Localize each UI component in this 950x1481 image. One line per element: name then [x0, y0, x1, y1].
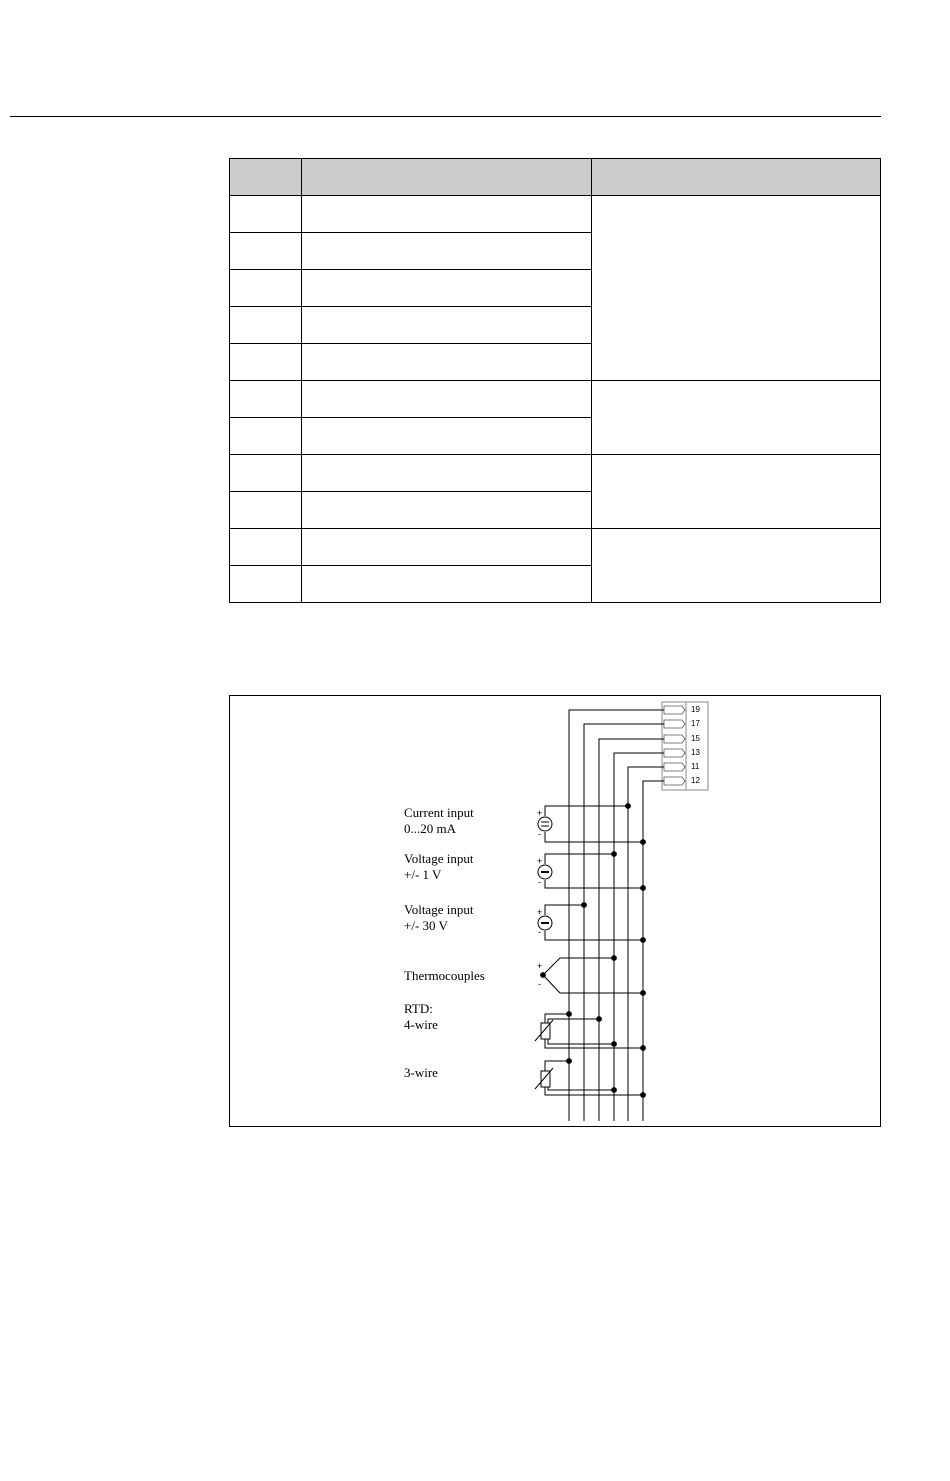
bus-lines	[569, 710, 664, 1121]
table-cell	[302, 529, 591, 566]
bus-line-11	[628, 767, 664, 1121]
rtd-4wire-circuit	[535, 1012, 645, 1051]
table-cell	[230, 455, 302, 492]
terminal-label-17: 17	[691, 719, 700, 728]
polarity-minus: -	[538, 829, 541, 839]
voltage-30v-circuit	[538, 903, 645, 943]
terminal-screw-11	[664, 763, 685, 771]
table-cell	[302, 270, 591, 307]
label-voltage-30v: Voltage input	[404, 902, 474, 917]
terminal-label-13: 13	[691, 748, 700, 757]
table-header-cell	[302, 159, 591, 196]
label-thermocouples: Thermocouples	[404, 968, 485, 983]
table-merged-cell	[591, 529, 880, 603]
table-cell	[302, 492, 591, 529]
table-header-row	[230, 159, 881, 196]
table-cell	[302, 307, 591, 344]
table-cell	[230, 492, 302, 529]
table-row	[230, 381, 881, 418]
polarity-plus: +	[537, 856, 543, 866]
table-cell	[302, 566, 591, 603]
table-merged-cell	[591, 196, 880, 381]
table-row	[230, 455, 881, 492]
label-voltage-1v: Voltage input	[404, 851, 474, 866]
terminal-screw-12	[664, 777, 685, 785]
bus-line-13	[614, 753, 664, 1121]
table-cell	[230, 418, 302, 455]
polarity-minus: -	[538, 877, 541, 887]
polarity-minus: -	[538, 979, 541, 989]
table-row	[230, 529, 881, 566]
table-header-cell	[230, 159, 302, 196]
polarity-plus: +	[537, 961, 543, 971]
table-cell	[302, 344, 591, 381]
header-rule	[10, 116, 881, 117]
terminal-screw-13	[664, 749, 685, 757]
thermocouple-circuit	[541, 956, 646, 996]
terminal-screw-17	[664, 720, 685, 728]
current-input-circuit	[538, 804, 645, 845]
polarity-plus: +	[537, 907, 543, 917]
wiring-diagram-figure	[229, 695, 881, 1127]
label-voltage-1v-range: +/- 1 V	[404, 867, 442, 882]
bus-line-15	[599, 739, 664, 1121]
table-header-cell	[591, 159, 880, 196]
table-merged-cell	[591, 455, 880, 529]
voltage-1v-circuit	[538, 852, 645, 891]
label-current-input: Current input	[404, 805, 474, 820]
table-cell	[230, 566, 302, 603]
terminal-assignment-table	[229, 158, 881, 603]
label-rtd: RTD:	[404, 1001, 433, 1016]
table-cell	[230, 529, 302, 566]
table-row	[230, 196, 881, 233]
terminal-block	[662, 702, 708, 790]
label-voltage-30v-range: +/- 30 V	[404, 918, 448, 933]
label-rtd-3wire: 3-wire	[404, 1065, 438, 1080]
label-rtd-4wire: 4-wire	[404, 1017, 438, 1032]
terminal-label-15: 15	[691, 734, 700, 743]
terminal-screw-15	[664, 735, 685, 743]
table-cell	[230, 233, 302, 270]
table-cell	[230, 381, 302, 418]
table-cell	[230, 270, 302, 307]
wiring-diagram	[230, 696, 880, 1126]
table-cell	[302, 233, 591, 270]
table-cell	[302, 381, 591, 418]
table-cell	[302, 418, 591, 455]
polarity-minus: -	[538, 927, 541, 937]
table-cell	[230, 307, 302, 344]
terminal-label-11: 11	[691, 762, 700, 771]
table-cell	[230, 344, 302, 381]
terminal-label-19: 19	[691, 705, 700, 714]
terminal-screw-19	[664, 706, 685, 714]
bus-line-19	[569, 710, 664, 1121]
bus-line-17	[584, 724, 664, 1121]
table-cell	[302, 455, 591, 492]
terminal-label-12: 12	[691, 776, 700, 785]
table-cell	[230, 196, 302, 233]
bus-line-12	[643, 781, 664, 1121]
polarity-plus: +	[537, 808, 543, 818]
label-current-range: 0...20 mA	[404, 821, 456, 836]
table-merged-cell	[591, 381, 880, 455]
table-cell	[302, 196, 591, 233]
rtd-3wire-circuit	[535, 1059, 645, 1098]
